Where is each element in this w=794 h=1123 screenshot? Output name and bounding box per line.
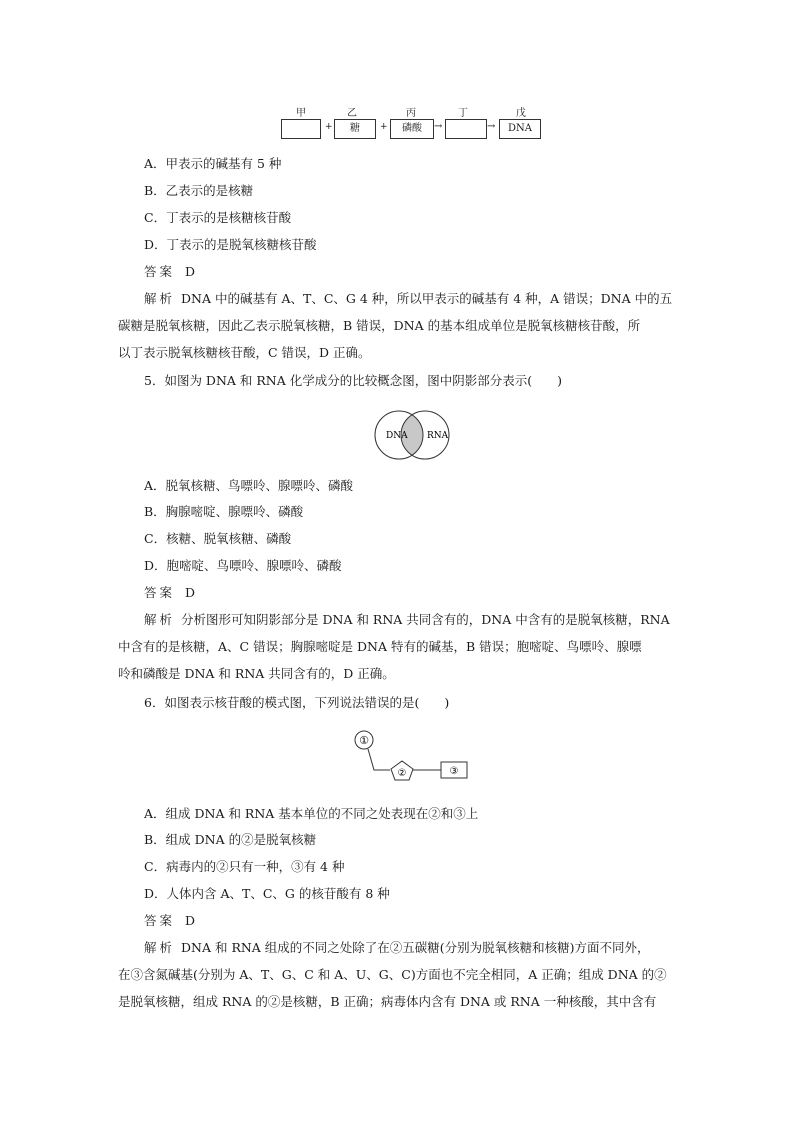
analysis-label: 解析: [144, 291, 176, 306]
answer-label: 答案: [144, 913, 176, 928]
answer-label: 答案: [144, 264, 176, 279]
q4-analysis: [118, 285, 678, 366]
q4-option-b: B．乙表示的是核糖: [144, 183, 254, 198]
box-dna: DNA: [499, 119, 541, 139]
part1-label: ①: [359, 734, 369, 747]
answer-value: D: [185, 913, 196, 928]
q6-option-d: D．人体内含 A、T、C、G 的核苷酸有 8 种: [144, 886, 390, 901]
analysis-label: 解析: [144, 940, 176, 955]
analysis-text: 是脱氧核糖，组成 RNA 的②是核糖，B 正确；病毒体内含有 DNA 或 RNA 一种核酸，其中含有: [118, 994, 657, 1009]
label-yi: 乙: [347, 108, 357, 119]
analysis-text: 中含有的是核糖，A、C 错误；胸腺嘧啶是 DNA 特有的碱基，B 错误；胞嘧啶、鸟嘌呤、腺嘌: [118, 639, 642, 654]
q4-option-d: D．丁表示的是脱氧核糖核苷酸: [144, 237, 317, 252]
plus-sign: +: [380, 122, 388, 132]
q6-stem: 6．如图表示核苷酸的模式图，下列说法错误的是( ): [144, 695, 450, 710]
venn-diagram: [372, 408, 452, 462]
q6-option-c: C．病毒内的②只有一种，③有 4 种: [144, 859, 345, 874]
label-wu: 戊: [516, 108, 526, 119]
q6-option-b: B．组成 DNA 的②是脱氧核糖: [144, 832, 317, 847]
q6-option-a: A．组成 DNA 和 RNA 基本单位的不同之处表现在②和③上: [144, 806, 479, 821]
box-sugar: 糖: [334, 119, 376, 139]
analysis-text: 以丁表示脱氧核糖核苷酸，C 错误，D 正确。: [118, 345, 371, 360]
nucleotide-model-diagram: [350, 730, 475, 785]
q6-analysis: [118, 934, 678, 1015]
venn-dna-label: DNA: [386, 431, 408, 441]
q5-option-c: C．核糖、脱氧核糖、磷酸: [144, 531, 292, 546]
box-phosphate: 磷酸: [390, 119, 434, 139]
analysis-text: 分析图形可知阴影部分是 DNA 和 RNA 共同含有的，DNA 中含有的是脱氧核糖，RNA: [181, 612, 670, 627]
bond-line: [368, 749, 390, 770]
q4-answer: [144, 263, 195, 281]
q5-answer: [144, 584, 195, 602]
label-ding: 丁: [458, 108, 468, 119]
plus-sign: +: [325, 122, 333, 132]
answer-value: D: [185, 585, 196, 600]
arrow-icon: →: [434, 121, 443, 132]
analysis-text: DNA 和 RNA 组成的不同之处除了在②五碳糖(分别为脱氧核糖和核糖)方面不同外，: [181, 940, 650, 955]
answer-value: D: [185, 264, 196, 279]
analysis-label: 解析: [144, 612, 176, 627]
analysis-text: 碳糖是脱氧核糖，因此乙表示脱氧核糖，B 错误，DNA 的基本组成单位是脱氧核糖核苷酸，所: [118, 318, 641, 333]
q5-stem: 5．如图为 DNA 和 RNA 化学成分的比较概念图，图中阴影部分表示( ): [144, 373, 562, 388]
q4-option-c: C．丁表示的是核糖核苷酸: [144, 210, 292, 225]
q5-option-a: A．脱氧核糖、鸟嘌呤、腺嘌呤、磷酸: [144, 478, 354, 493]
box-ding: [445, 119, 487, 139]
label-bing: 丙: [406, 108, 416, 119]
q6-answer: [144, 912, 195, 930]
analysis-text: 在③含氮碱基(分别为 A、T、G、C 和 A、U、G、C)方面也不完全相同，A 正确；组成 DNA 的②: [118, 967, 667, 982]
part2-label: ②: [397, 768, 407, 779]
q4-option-a: A．甲表示的碱基有 5 种: [144, 156, 282, 171]
q5-analysis: [118, 606, 678, 687]
box-jia: [281, 119, 321, 139]
analysis-text: 呤和磷酸是 DNA 和 RNA 共同含有的，D 正确。: [118, 666, 395, 681]
q5-option-b: B．胸腺嘧啶、腺嘌呤、磷酸: [144, 504, 304, 519]
analysis-text: DNA 中的碱基有 A、T、C、G 4 种，所以甲表示的碱基有 4 种，A 错误；DNA 中的五: [181, 291, 673, 306]
answer-label: 答案: [144, 585, 176, 600]
part3-label: ③: [449, 766, 459, 777]
label-jia: 甲: [296, 108, 306, 119]
q5-option-d: D．胞嘧啶、鸟嘌呤、腺嘌呤、磷酸: [144, 558, 342, 573]
venn-rna-label: RNA: [427, 431, 449, 441]
arrow-icon: →: [487, 121, 496, 132]
composition-flow-diagram: [281, 104, 543, 140]
